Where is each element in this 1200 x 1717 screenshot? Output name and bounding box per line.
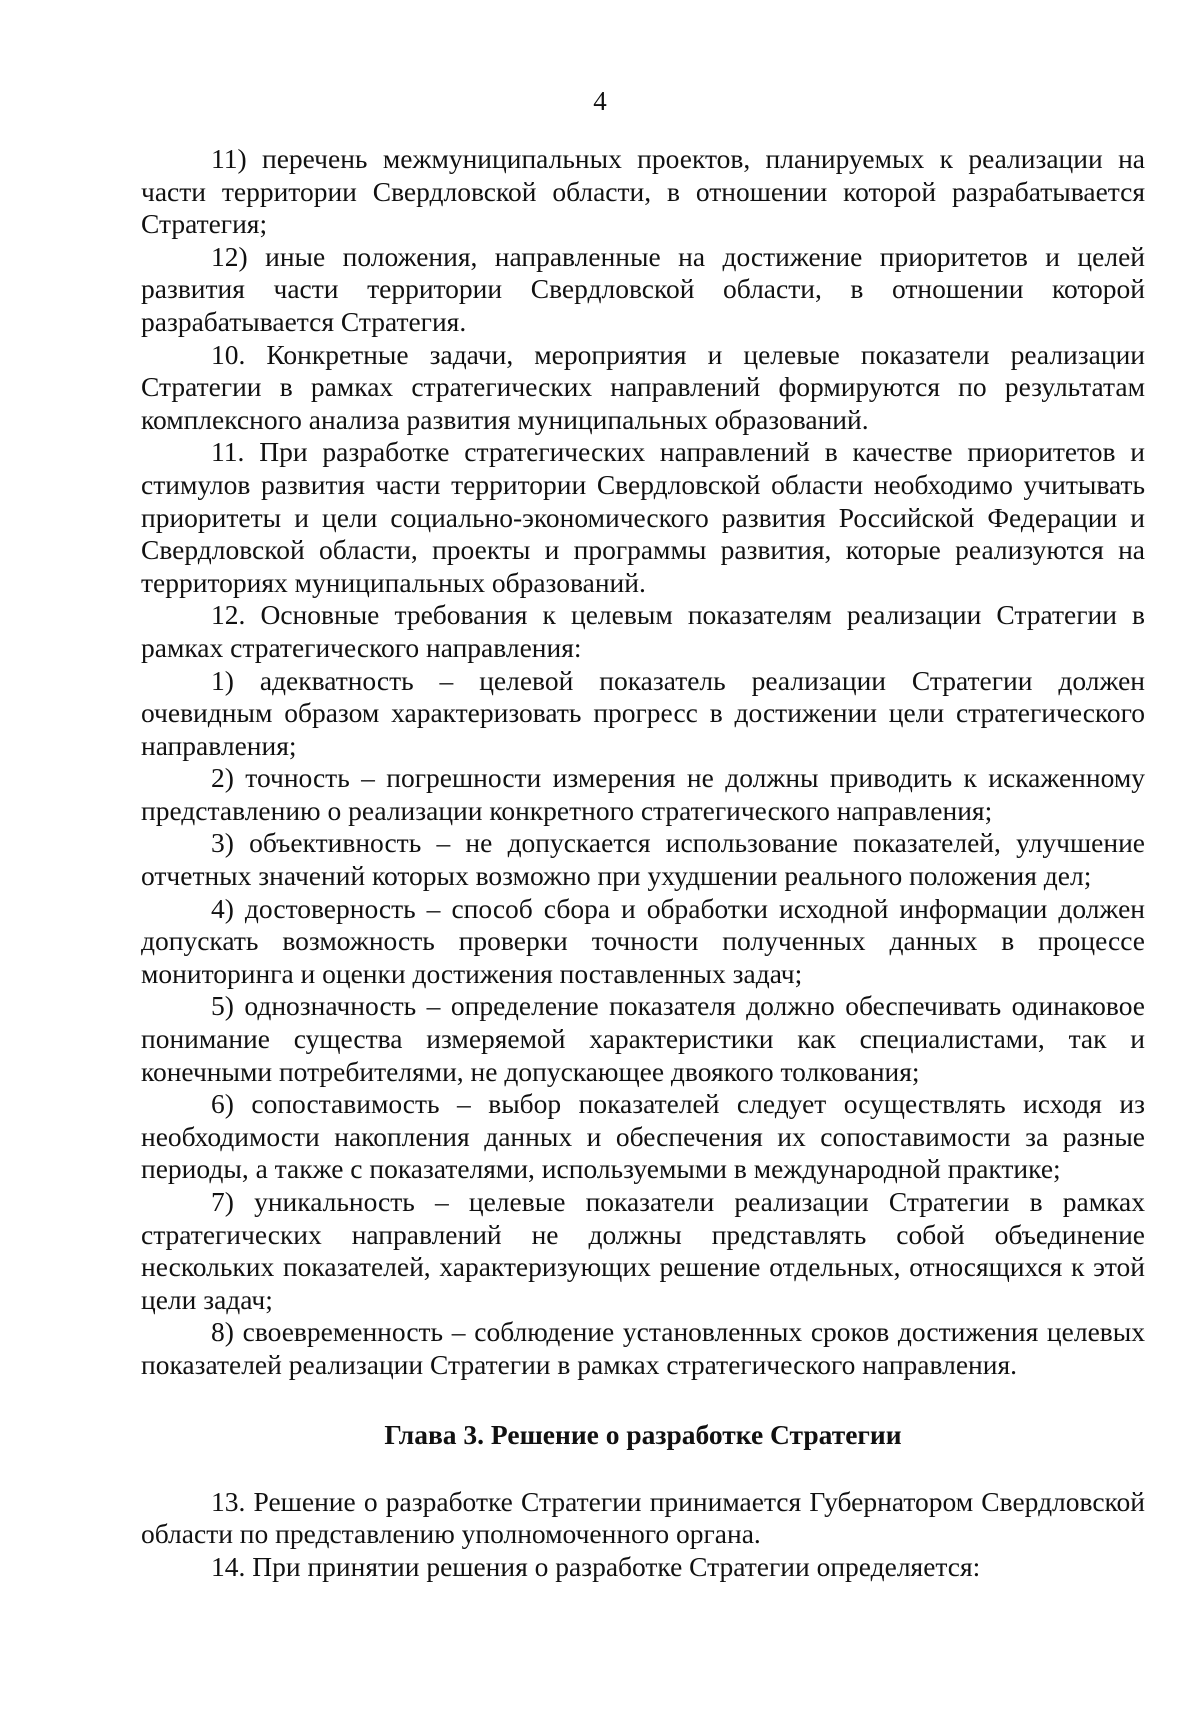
list-item-11: 11) перечень межмуниципальных проектов, планируемых к реализации на части территории Свердловской области, в отношении которой разрабатывается Стратегия; xyxy=(141,143,1145,240)
clause-14: 14. При принятии решения о разработке Стратегии определяется: xyxy=(211,1550,981,1582)
requirement-reliability: 4) достоверность – способ сбора и обработки исходной информации должен допускать возможность проверки точности полученных данных в процессе мониторинга и оценки достижения поставленных задач; xyxy=(141,892,1145,989)
clause-12: 12. Основные требования к целевым показателям реализации Стратегии в рамках стратегического направления: xyxy=(141,599,1145,663)
clause-13: 13. Решение о разработке Стратегии принимается Губернатором Свердловской области по представлению уполномоченного органа. xyxy=(141,1485,1145,1550)
clause-10: 10. Конкретные задачи, мероприятия и целевые показатели реализации Стратегии в рамках стратегических направлений формируются по результатам комплексного анализа развития муниципальных образований. xyxy=(141,338,1145,435)
requirement-unambiguity: 5) однозначность – определение показателя должно обеспечивать одинаковое понимание существа измеряемой характеристики как специалистами, так и конечными потребителями, не допускающее двоякого толкования; xyxy=(141,990,1145,1087)
requirement-accuracy: 2) точность – погрешности измерения не должны приводить к искаженному представлению о реализации конкретного стратегического направления; xyxy=(141,762,1145,826)
requirement-comparability: 6) сопоставимость – выбор показателей следует осуществлять исходя из необходимости накопления данных и обеспечения их сопоставимости за разные периоды, а также с показателями, используемыми в международной практике; xyxy=(141,1088,1145,1185)
requirement-adequacy: 1) адекватность – целевой показатель реализации Стратегии должен очевидным образом характеризовать прогресс в достижении цели стратегического направления; xyxy=(141,664,1145,761)
clause-11: 11. При разработке стратегических направлений в качестве приоритетов и стимулов развития части территории Свердловской области необходимо учитывать приоритеты и цели социально-экономического развития Российской Федерации и Свердловской области, проекты и программы развития, которые реализуются на территориях муниципальных образований. xyxy=(141,436,1145,598)
requirement-timeliness: 8) своевременность – соблюдение установленных сроков достижения целевых показателей реализации Стратегии в рамках стратегического направления. xyxy=(141,1316,1145,1380)
requirement-uniqueness: 7) уникальность – целевые показатели реализации Стратегии в рамках стратегических направлений не должны представлять собой объединение нескольких показателей, характеризующих решение отдельных, относящихся к этой цели задач; xyxy=(141,1186,1145,1315)
requirement-objectivity: 3) объективность – не допускается использование показателей, улучшение отчетных значений которых возможно при ухудшении реального положения дел; xyxy=(141,827,1145,892)
chapter-heading: Глава 3. Решение о разработке Стратегии xyxy=(384,1418,902,1450)
list-item-12: 12) иные положения, направленные на достижение приоритетов и целей развития части территории Свердловской области, в отношении которой разрабатывается Стратегия. xyxy=(141,240,1145,337)
document-body xyxy=(141,143,1145,1583)
page-number: 4 xyxy=(593,86,607,116)
